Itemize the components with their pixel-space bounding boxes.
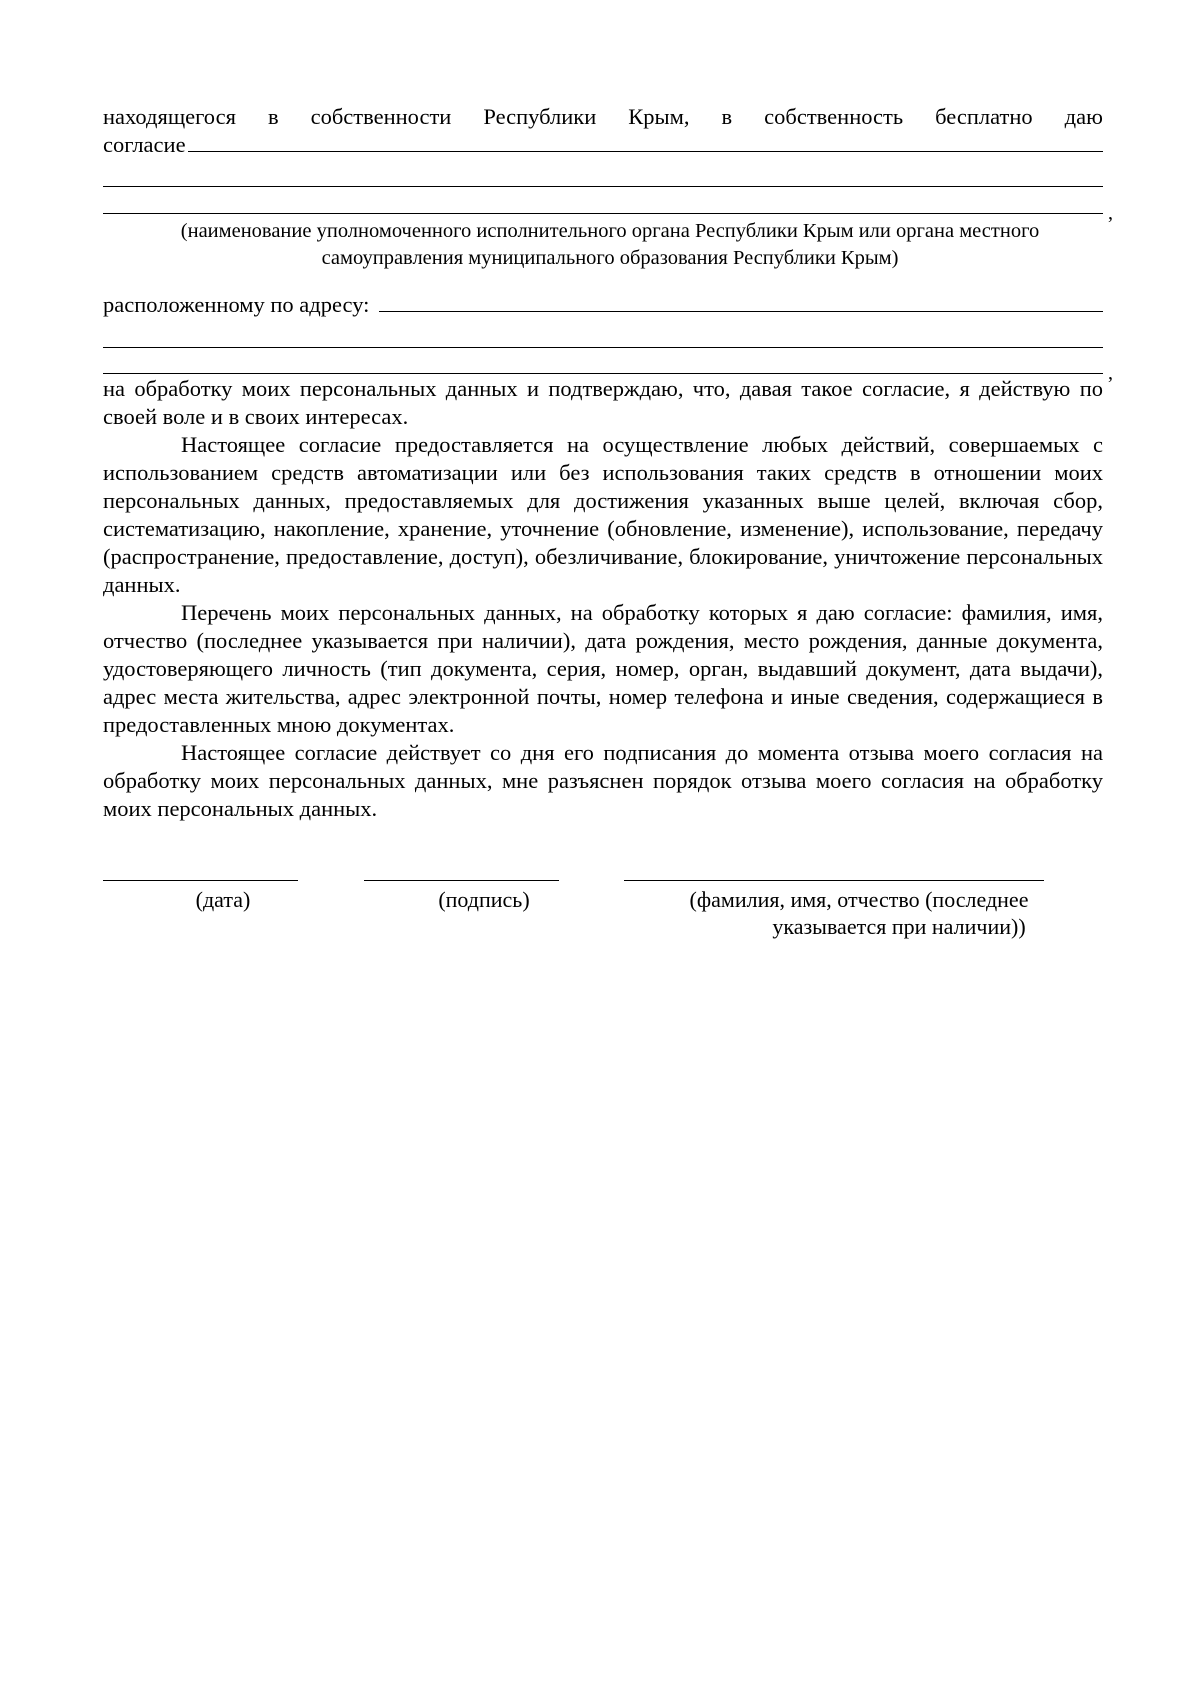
word: находящегося: [103, 104, 236, 129]
paragraph-data-list: Перечень моих персональных данных, на обработку которых я даю согласие: фамилия, имя, отчество (последнее указывается при наличии), дата рождения, место рождения, данные документа, удостоверяющего личность (тип документа, серия, номер, орган, выдавший документ, дата выдачи), адрес места жительства, адрес электронной почты, номер телефона и иные сведения, содержащиеся в предоставленных мною документах.: [103, 600, 1103, 737]
word: Крым,: [628, 104, 690, 129]
signature-line[interactable]: [364, 880, 559, 881]
date-line[interactable]: [103, 880, 298, 881]
paragraph-actions: Настоящее согласие предоставляется на осуществление любых действий, совершаемых с использованием средств автоматизации или без использования таких средств в отношении моих персональных данных, предоставляемых для достижения указанных выше целей, включая сбор, систематизацию, накопление, хранение, уточнение (обновление, изменение), использование, передачу (распространение, предоставление, доступ), обезличивание, блокирование, уничтожение персональных данных.: [103, 432, 1103, 597]
address-blank-line-3[interactable]: [103, 362, 1113, 384]
consent-row: [103, 131, 1103, 159]
authority-blank-line-2[interactable]: [103, 186, 1103, 187]
authority-blank-line-3[interactable]: [103, 202, 1113, 224]
paragraph-processing-consent: на обработку моих персональных данных и подтверждаю, что, давая такое согласие, я действую по своей воле и в своих интересах.: [103, 376, 1103, 429]
address-blank-field[interactable]: [379, 291, 1103, 312]
word: собственности: [310, 104, 452, 129]
word: в: [721, 104, 733, 129]
signature-label: (подпись): [438, 887, 530, 912]
document-body: [103, 103, 1113, 823]
authority-caption: [103, 218, 1103, 272]
authority-blank-field[interactable]: [188, 131, 1103, 152]
full-name-label: [624, 886, 1094, 940]
word: даю: [1064, 104, 1103, 129]
word: Республики: [483, 104, 597, 129]
date-label: (дата): [195, 887, 251, 912]
comma: ,: [1108, 362, 1113, 384]
comma: ,: [1108, 202, 1113, 224]
paragraph-validity: Настоящее согласие действует со дня его подписания до момента отзыва моего согласия на обработку моих персональных данных, мне разъяснен порядок отзыва моего согласия на обработку моих персональных данных.: [103, 740, 1103, 821]
caption-line-2: самоуправления муниципального образования Республики Крым): [321, 247, 899, 269]
address-label: расположенному по адресу:: [103, 292, 370, 317]
full-name-label-line-1: (фамилия, имя, отчество (последнее: [689, 887, 1029, 912]
full-name-label-line-2: указывается при наличии)): [772, 914, 1026, 939]
caption-line-1: (наименование уполномоченного исполнительного органа Республики Крым или органа местного: [180, 220, 1040, 242]
ownership-line: [103, 103, 1103, 131]
word: бесплатно: [935, 104, 1033, 129]
word: в: [267, 104, 279, 129]
word: собственность: [764, 104, 904, 129]
address-blank-line-2[interactable]: [103, 347, 1103, 348]
full-name-line[interactable]: [624, 880, 1044, 881]
address-row: [103, 291, 1103, 319]
consent-word: согласие: [103, 132, 186, 157]
